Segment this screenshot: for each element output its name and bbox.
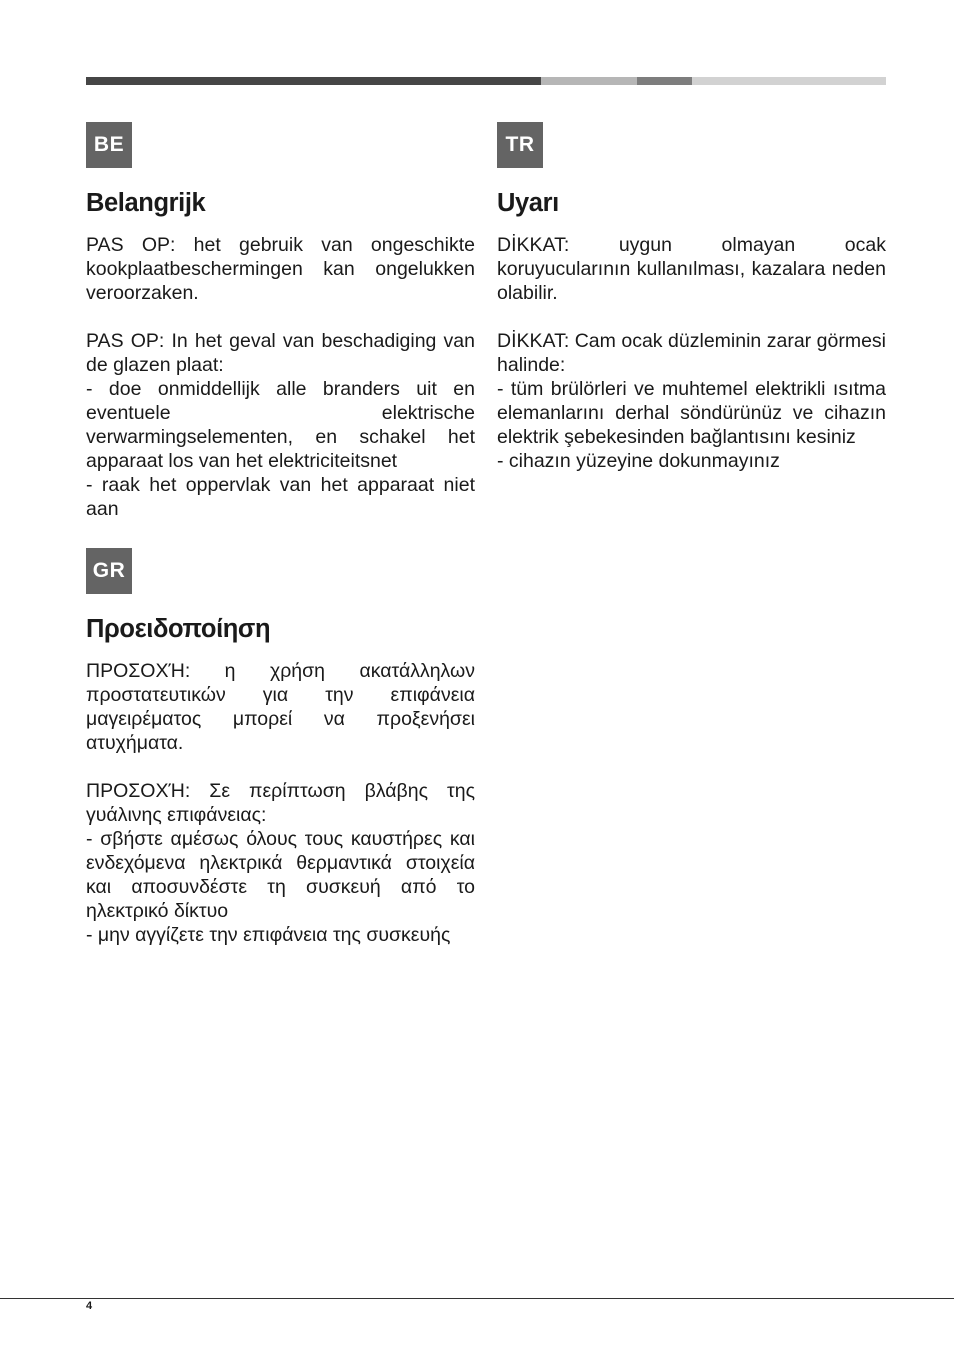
paragraph [86, 779, 475, 947]
top-bar-segment-light [541, 77, 637, 85]
top-bar-segment-mid [637, 77, 692, 85]
section-title: Προειδοποίηση [86, 615, 271, 643]
paragraph-line: - raak het oppervlak van het apparaat niet aan [86, 474, 475, 520]
section-be [86, 122, 475, 521]
section-title: Uyarı [497, 189, 559, 217]
language-badge: BE [86, 122, 132, 168]
paragraph [86, 329, 475, 521]
paragraph-line: - doe onmiddellijk alle branders uit en eventuele elektrische verwarmingselementen, en schakel het apparaat los van het elektriciteitsnet [86, 378, 475, 472]
section-tr [497, 122, 886, 473]
paragraph [497, 329, 886, 473]
section-gr [86, 548, 475, 947]
paragraph-line: - μην αγγίζετε την επιφάνεια της συσκευής [86, 924, 451, 946]
footer-divider [0, 1298, 954, 1299]
language-badge: TR [497, 122, 543, 168]
top-decorative-bar [86, 77, 886, 85]
paragraph-line: - cihazın yüzeyine dokunmayınız [497, 450, 780, 472]
language-badge: GR [86, 548, 132, 594]
paragraph-line: PAS OP: het gebruik van ongeschikte kookplaatbeschermingen kan ongelukken veroorzaken. [86, 234, 475, 304]
paragraph-line: ΠΡΟΣΟΧΉ: η χρήση ακατάλληλων προστατευτικών για την επιφάνεια μαγειρέματος μπορεί να προξενήσει ατυχήματα. [86, 660, 475, 754]
top-bar-segment-pale [692, 77, 886, 85]
top-bar-segment-dark [86, 77, 541, 85]
paragraph [86, 659, 475, 755]
paragraph [497, 233, 886, 305]
page-number: 4 [86, 1300, 93, 1312]
paragraph-line: PAS OP: In het geval van beschadiging van de glazen plaat: [86, 330, 475, 376]
paragraph-line: ΠΡΟΣΟΧΉ: Σε περίπτωση βλάβης της γυάλινης επιφάνειας: [86, 780, 475, 826]
paragraph-line: - tüm brülörleri ve muhtemel elektrikli ısıtma elemanlarını derhal söndürünüz ve cihazın elektrik şebekesinden bağlantısını kesiniz [497, 378, 886, 448]
paragraph [86, 233, 475, 305]
paragraph-line: - σβήστε αμέσως όλους τους καυστήρες και ενδεχόμενα ηλεκτρικά θερμαντικά στοιχεία και αποσυνδέστε τη συσκευή από το ηλεκτρικό δίκτυο [86, 828, 475, 922]
paragraph-line: DİKKAT: uygun olmayan ocak koruyucularının kullanılması, kazalara neden olabilir. [497, 234, 886, 304]
section-title: Belangrijk [86, 189, 206, 217]
paragraph-line: DİKKAT: Cam ocak düzleminin zarar görmesi halinde: [497, 330, 886, 376]
